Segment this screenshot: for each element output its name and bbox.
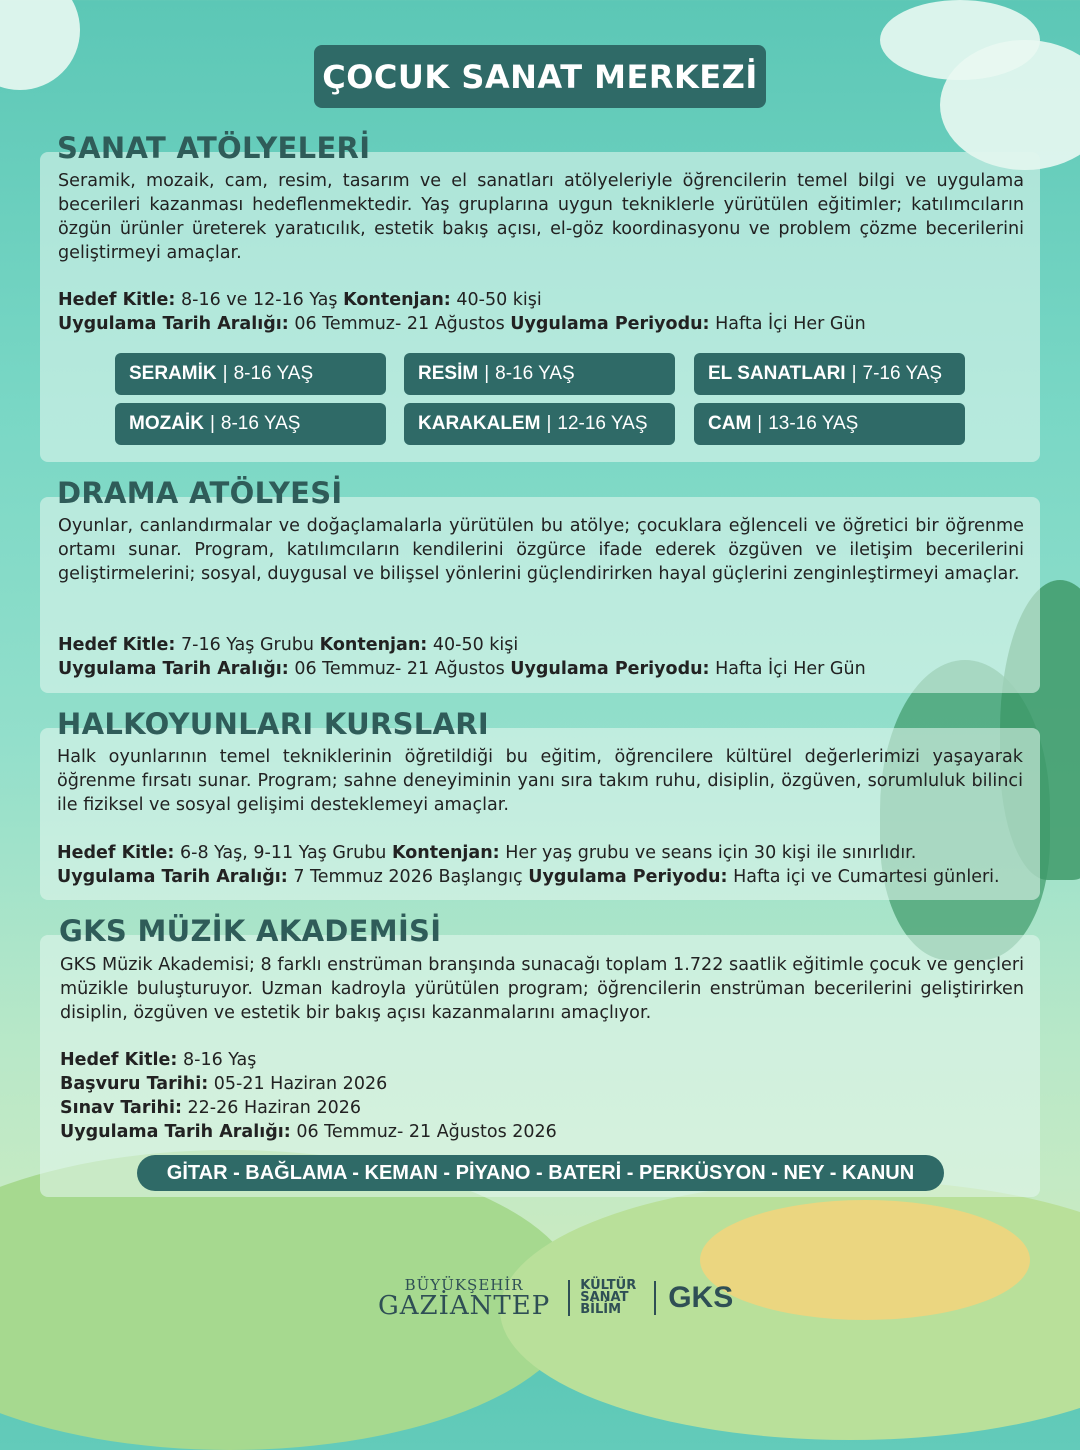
tag-age: 7-16 YAŞ <box>862 363 943 384</box>
target-label: Hedef Kitle: <box>57 843 175 863</box>
exam-label: Sınav Tarihi: <box>60 1098 182 1118</box>
range-label: Uygulama Tarih Aralığı: <box>57 867 288 887</box>
period-value: Hafta içi ve Cumartesi günleri. <box>733 867 1000 887</box>
section-text-halkoyunlari: Halk oyunlarının temel tekniklerinin öğretildiği bu eğitim, öğrencilere kültürel değerlerimizi yaşayarak öğrenme fırsatı sunar. Program; sahne deneyiminin yanı sıra takım ruhu, disiplin, özgüven, sorumluluk bilinci ile fiziksel ve sosyal gelişimi desteklemeyi amaçlar. <box>57 747 1023 815</box>
workshop-tag-seramik: SERAMİK | 8-16 YAŞ <box>115 353 386 395</box>
section-text-sanat: Seramik, mozaik, cam, resim, tasarım ve el sanatları atölyeleriyle öğrencilerin temel bilgi ve uygulama becerileri kazanması hedeflenmektedir. Yaş gruplarına uygun tekniklerle yürütülen eğitimler; katılımcıların özgün ürünler üreterek yaratıcılık, estetik bakış açısı, el-göz koordinasyonu ve problem çözme becerilerini geliştirmeyi amaçlar. <box>58 171 1024 263</box>
music-target <box>60 1048 256 1072</box>
target-label: Hedef Kitle: <box>58 290 176 310</box>
section-text-drama: Oyunlar, canlandırmalar ve doğaçlamalarla yürütülen bu atölye; çocuklara eğlenceli ve öğretici bir öğrenme ortamı sunar. Program, katılımcıların kendilerini özgürce ifade ederek özgüven ve iletişim becerilerini geliştirmelerini; sosyal, duygusal ve bilişsel yönlerini güçlendirirken hayal güçlerini zenginleştirmeyi amaçlar. <box>58 516 1024 584</box>
section-heading-muzik: GKS MÜZİK AKADEMİSİ <box>59 914 442 948</box>
tag-age: 13-16 YAŞ <box>768 413 859 434</box>
tag-name: EL SANATLARI <box>708 363 846 384</box>
apply-label: Başvuru Tarihi: <box>60 1074 209 1094</box>
quota-label: Kontenjan: <box>319 635 428 655</box>
gks-logo: GKS <box>654 1281 733 1315</box>
range-value: 06 Temmuz- 21 Ağustos <box>294 314 505 334</box>
gaziantep-logo <box>378 1275 551 1321</box>
quota-value: 40-50 kişi <box>432 635 519 655</box>
target-label: Hedef Kitle: <box>58 635 176 655</box>
section-meta-line2-drama <box>58 657 866 681</box>
logo-text-main: GAZİANTEP <box>378 1290 551 1321</box>
range-value: 06 Temmuz- 21 Ağustos 2026 <box>296 1122 557 1142</box>
target-value: 8-16 Yaş <box>183 1050 257 1070</box>
apply-value: 05-21 Haziran 2026 <box>213 1074 388 1094</box>
section-heading-drama: DRAMA ATÖLYESİ <box>57 476 343 510</box>
music-exam-date <box>60 1096 361 1120</box>
quota-label: Kontenjan: <box>391 843 500 863</box>
range-label: Uygulama Tarih Aralığı: <box>58 659 289 679</box>
target-value: 8-16 ve 12-16 Yaş <box>181 290 338 310</box>
kultur-sanat-bilim-logo <box>568 1280 636 1316</box>
tag-age: 8-16 YAŞ <box>220 413 301 434</box>
section-heading-halkoyunlari: HALKOYUNLARI KURSLARI <box>57 707 490 741</box>
tag-age: 8-16 YAŞ <box>495 363 575 384</box>
quota-value: 40-50 kişi <box>456 290 542 310</box>
section-text-muzik: GKS Müzik Akademisi; 8 farklı enstrüman branşında sunacağı toplam 1.722 saatlik eğitimle çocuk ve gençleri müzikle buluşturuyor. Uzman kadroyla yürütülen program; öğrencilerin enstrüman becerilerini geliştirirken disiplin, özgüven ve estetik bir bakış açısı kazanmalarını amaçlıyor. <box>60 955 1024 1023</box>
workshop-tag-cam: CAM | 13-16 YAŞ <box>694 403 965 445</box>
logo-ksb-1: KÜLTÜR <box>580 1278 637 1293</box>
section-meta-line2-sanat <box>58 312 866 336</box>
page-title: ÇOCUK SANAT MERKEZİ <box>322 57 758 96</box>
music-apply-date <box>60 1072 387 1096</box>
target-label: Hedef Kitle: <box>60 1050 178 1070</box>
period-value: Hafta İçi Her Gün <box>715 314 866 334</box>
music-range <box>60 1120 557 1144</box>
quota-label: Kontenjan: <box>343 290 451 310</box>
logo-ksb-3: BİLİM <box>580 1302 622 1317</box>
section-meta-line1-drama <box>58 633 518 657</box>
cloud-decoration <box>880 0 1040 80</box>
range-value: 06 Temmuz- 21 Ağustos <box>294 659 505 679</box>
tag-name: KARAKALEM <box>418 413 541 434</box>
workshop-tag-resim: RESİM | 8-16 YAŞ <box>404 353 675 395</box>
workshop-tag-mozaik: MOZAİK | 8-16 YAŞ <box>115 403 386 445</box>
tag-name: RESİM <box>418 363 479 384</box>
footer-logos <box>378 1268 733 1328</box>
range-label: Uygulama Tarih Aralığı: <box>60 1122 291 1142</box>
period-label: Uygulama Periyodu: <box>528 867 728 887</box>
instruments-bar: GİTAR - BAĞLAMA - KEMAN - PİYANO - BATERİ - PERKÜSYON - NEY - KANUN <box>137 1155 944 1191</box>
cloud-decoration <box>0 0 80 90</box>
tag-name: MOZAİK <box>129 413 204 434</box>
exam-value: 22-26 Haziran 2026 <box>187 1098 361 1118</box>
range-label: Uygulama Tarih Aralığı: <box>58 314 289 334</box>
tag-name: SERAMİK <box>129 363 217 384</box>
quota-value: Her yaş grubu ve seans için 30 kişi ile sınırlıdır. <box>505 843 917 863</box>
section-heading-sanat: SANAT ATÖLYELERİ <box>57 131 371 165</box>
tag-name: CAM <box>708 413 752 434</box>
logo-text-top: BÜYÜKŞEHİR <box>404 1275 524 1294</box>
section-meta-line1-sanat <box>58 288 542 312</box>
period-value: Hafta İçi Her Gün <box>715 659 866 679</box>
tag-age: 12-16 YAŞ <box>557 413 648 434</box>
section-meta-line2-halkoyunlari <box>57 865 1000 889</box>
range-value: 7 Temmuz 2026 Başlangıç <box>293 867 523 887</box>
target-value: 6-8 Yaş, 9-11 Yaş Grubu <box>180 843 387 863</box>
target-value: 7-16 Yaş Grubu <box>181 635 315 655</box>
period-label: Uygulama Periyodu: <box>510 659 710 679</box>
logo-ksb-2: SANAT <box>580 1290 629 1305</box>
period-label: Uygulama Periyodu: <box>510 314 710 334</box>
page-title-box <box>314 45 766 108</box>
workshop-tag-karakalem: KARAKALEM | 12-16 YAŞ <box>404 403 675 445</box>
tag-age: 8-16 YAŞ <box>233 363 314 384</box>
section-meta-line1-halkoyunlari <box>57 841 916 865</box>
workshop-tag-el-sanatlari: EL SANATLARI | 7-16 YAŞ <box>694 353 965 395</box>
picnic-blanket-decoration <box>700 1200 1030 1320</box>
